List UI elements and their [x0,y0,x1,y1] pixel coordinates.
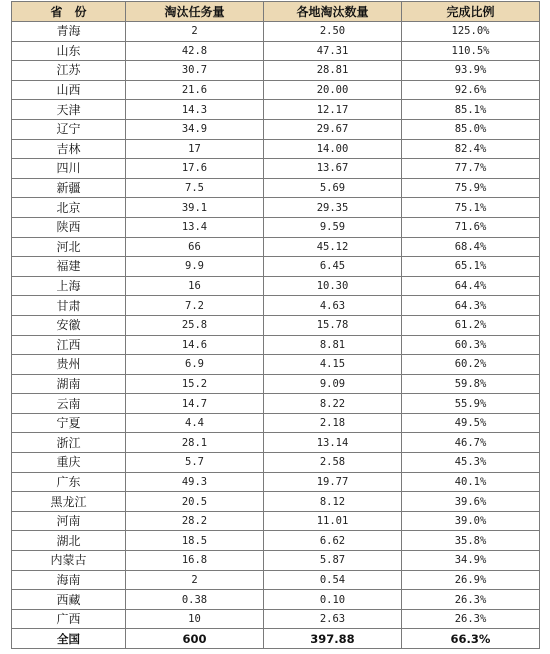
cell-task-quantity: 17.6 [126,159,264,179]
cell-task-quantity: 7.2 [126,296,264,316]
cell-eliminated-quantity: 5.87 [264,551,402,571]
table-row [12,198,540,218]
cell-task-quantity: 2 [126,570,264,590]
cell-province: 云南 [12,394,126,414]
cell-province: 江西 [12,335,126,355]
cell-eliminated-quantity: 13.67 [264,159,402,179]
cell-completion-ratio: 34.9% [402,551,540,571]
cell-eliminated-quantity: 29.35 [264,198,402,218]
table-row [12,80,540,100]
cell-province: 山东 [12,41,126,61]
table-header [12,2,540,22]
cell-task-quantity: 66 [126,237,264,257]
cell-eliminated-quantity: 10.30 [264,276,402,296]
header-completion-ratio: 完成比例 [402,2,540,22]
cell-province: 湖北 [12,531,126,551]
cell-completion-ratio: 39.6% [402,492,540,512]
table-row [12,609,540,629]
table-row [12,217,540,237]
table-row [12,413,540,433]
cell-province: 甘肃 [12,296,126,316]
total-eliminated-quantity: 397.88 [264,629,402,649]
cell-completion-ratio: 35.8% [402,531,540,551]
province-elimination-table-container [11,1,539,649]
cell-eliminated-quantity: 14.00 [264,139,402,159]
cell-completion-ratio: 49.5% [402,413,540,433]
header-task-quantity: 淘汰任务量 [126,2,264,22]
cell-province: 河北 [12,237,126,257]
cell-eliminated-quantity: 13.14 [264,433,402,453]
cell-province: 青海 [12,22,126,42]
total-completion-ratio: 66.3% [402,629,540,649]
cell-task-quantity: 16 [126,276,264,296]
cell-eliminated-quantity: 9.09 [264,374,402,394]
cell-province: 天津 [12,100,126,120]
table-row [12,531,540,551]
table-row [12,492,540,512]
cell-province: 内蒙古 [12,551,126,571]
cell-task-quantity: 39.1 [126,198,264,218]
table-row [12,41,540,61]
cell-completion-ratio: 110.5% [402,41,540,61]
table-row [12,22,540,42]
cell-task-quantity: 49.3 [126,472,264,492]
cell-province: 广东 [12,472,126,492]
table-row [12,296,540,316]
cell-province: 西藏 [12,590,126,610]
table-row [12,551,540,571]
table-row [12,394,540,414]
cell-province: 吉林 [12,139,126,159]
table-row [12,472,540,492]
cell-completion-ratio: 60.2% [402,355,540,375]
table-row [12,315,540,335]
cell-completion-ratio: 93.9% [402,61,540,81]
table-row [12,590,540,610]
cell-eliminated-quantity: 0.10 [264,590,402,610]
cell-task-quantity: 13.4 [126,217,264,237]
table-row [12,511,540,531]
cell-eliminated-quantity: 8.81 [264,335,402,355]
cell-eliminated-quantity: 47.31 [264,41,402,61]
cell-province: 上海 [12,276,126,296]
cell-eliminated-quantity: 5.69 [264,178,402,198]
cell-eliminated-quantity: 8.22 [264,394,402,414]
table-row [12,453,540,473]
table-row [12,237,540,257]
cell-task-quantity: 42.8 [126,41,264,61]
cell-task-quantity: 15.2 [126,374,264,394]
cell-province: 四川 [12,159,126,179]
cell-eliminated-quantity: 20.00 [264,80,402,100]
cell-completion-ratio: 26.9% [402,570,540,590]
cell-province: 广西 [12,609,126,629]
cell-province: 河南 [12,511,126,531]
cell-eliminated-quantity: 4.63 [264,296,402,316]
cell-completion-ratio: 64.4% [402,276,540,296]
cell-task-quantity: 18.5 [126,531,264,551]
cell-completion-ratio: 40.1% [402,472,540,492]
cell-eliminated-quantity: 15.78 [264,315,402,335]
cell-completion-ratio: 61.2% [402,315,540,335]
cell-eliminated-quantity: 2.50 [264,22,402,42]
cell-task-quantity: 14.3 [126,100,264,120]
cell-province: 北京 [12,198,126,218]
cell-completion-ratio: 46.7% [402,433,540,453]
cell-eliminated-quantity: 12.17 [264,100,402,120]
cell-task-quantity: 6.9 [126,355,264,375]
cell-eliminated-quantity: 29.67 [264,119,402,139]
cell-eliminated-quantity: 0.54 [264,570,402,590]
cell-province: 安徽 [12,315,126,335]
cell-completion-ratio: 60.3% [402,335,540,355]
cell-province: 贵州 [12,355,126,375]
cell-completion-ratio: 64.3% [402,296,540,316]
cell-eliminated-quantity: 4.15 [264,355,402,375]
cell-province: 宁夏 [12,413,126,433]
cell-province: 重庆 [12,453,126,473]
cell-task-quantity: 4.4 [126,413,264,433]
cell-completion-ratio: 39.0% [402,511,540,531]
cell-task-quantity: 14.7 [126,394,264,414]
cell-province: 新疆 [12,178,126,198]
cell-task-quantity: 2 [126,22,264,42]
cell-province: 福建 [12,257,126,277]
table-row [12,433,540,453]
cell-completion-ratio: 125.0% [402,22,540,42]
cell-completion-ratio: 59.8% [402,374,540,394]
cell-task-quantity: 28.2 [126,511,264,531]
cell-task-quantity: 17 [126,139,264,159]
cell-completion-ratio: 82.4% [402,139,540,159]
cell-eliminated-quantity: 2.18 [264,413,402,433]
cell-completion-ratio: 75.1% [402,198,540,218]
cell-completion-ratio: 75.9% [402,178,540,198]
cell-completion-ratio: 85.1% [402,100,540,120]
cell-eliminated-quantity: 6.62 [264,531,402,551]
cell-province: 陕西 [12,217,126,237]
cell-eliminated-quantity: 19.77 [264,472,402,492]
table-footer [12,629,540,649]
header-province: 省 份 [12,2,126,22]
cell-completion-ratio: 26.3% [402,590,540,610]
cell-province: 山西 [12,80,126,100]
table-row [12,119,540,139]
cell-eliminated-quantity: 2.58 [264,453,402,473]
cell-completion-ratio: 71.6% [402,217,540,237]
total-task-quantity: 600 [126,629,264,649]
total-row [12,629,540,649]
cell-task-quantity: 7.5 [126,178,264,198]
table-row [12,355,540,375]
cell-completion-ratio: 45.3% [402,453,540,473]
total-label: 全国 [12,629,126,649]
table-row [12,61,540,81]
cell-task-quantity: 14.6 [126,335,264,355]
table-row [12,139,540,159]
cell-task-quantity: 21.6 [126,80,264,100]
cell-completion-ratio: 85.0% [402,119,540,139]
cell-task-quantity: 28.1 [126,433,264,453]
table-row [12,159,540,179]
cell-task-quantity: 10 [126,609,264,629]
table-row [12,100,540,120]
table-body [12,22,540,629]
header-row [12,2,540,22]
cell-completion-ratio: 55.9% [402,394,540,414]
cell-completion-ratio: 77.7% [402,159,540,179]
table-row [12,335,540,355]
cell-province: 湖南 [12,374,126,394]
table-row [12,374,540,394]
cell-task-quantity: 16.8 [126,551,264,571]
cell-task-quantity: 5.7 [126,453,264,473]
cell-province: 江苏 [12,61,126,81]
cell-eliminated-quantity: 9.59 [264,217,402,237]
cell-task-quantity: 0.38 [126,590,264,610]
header-eliminated-quantity: 各地淘汰数量 [264,2,402,22]
cell-province: 海南 [12,570,126,590]
table-row [12,570,540,590]
table-row [12,276,540,296]
cell-task-quantity: 25.8 [126,315,264,335]
cell-eliminated-quantity: 6.45 [264,257,402,277]
province-elimination-table [11,1,540,649]
cell-eliminated-quantity: 11.01 [264,511,402,531]
cell-province: 黑龙江 [12,492,126,512]
cell-eliminated-quantity: 2.63 [264,609,402,629]
table-row [12,257,540,277]
cell-eliminated-quantity: 8.12 [264,492,402,512]
cell-completion-ratio: 65.1% [402,257,540,277]
cell-completion-ratio: 92.6% [402,80,540,100]
cell-province: 浙江 [12,433,126,453]
cell-task-quantity: 9.9 [126,257,264,277]
cell-task-quantity: 20.5 [126,492,264,512]
table-row [12,178,540,198]
cell-eliminated-quantity: 28.81 [264,61,402,81]
cell-task-quantity: 30.7 [126,61,264,81]
cell-completion-ratio: 68.4% [402,237,540,257]
cell-province: 辽宁 [12,119,126,139]
cell-completion-ratio: 26.3% [402,609,540,629]
cell-eliminated-quantity: 45.12 [264,237,402,257]
cell-task-quantity: 34.9 [126,119,264,139]
